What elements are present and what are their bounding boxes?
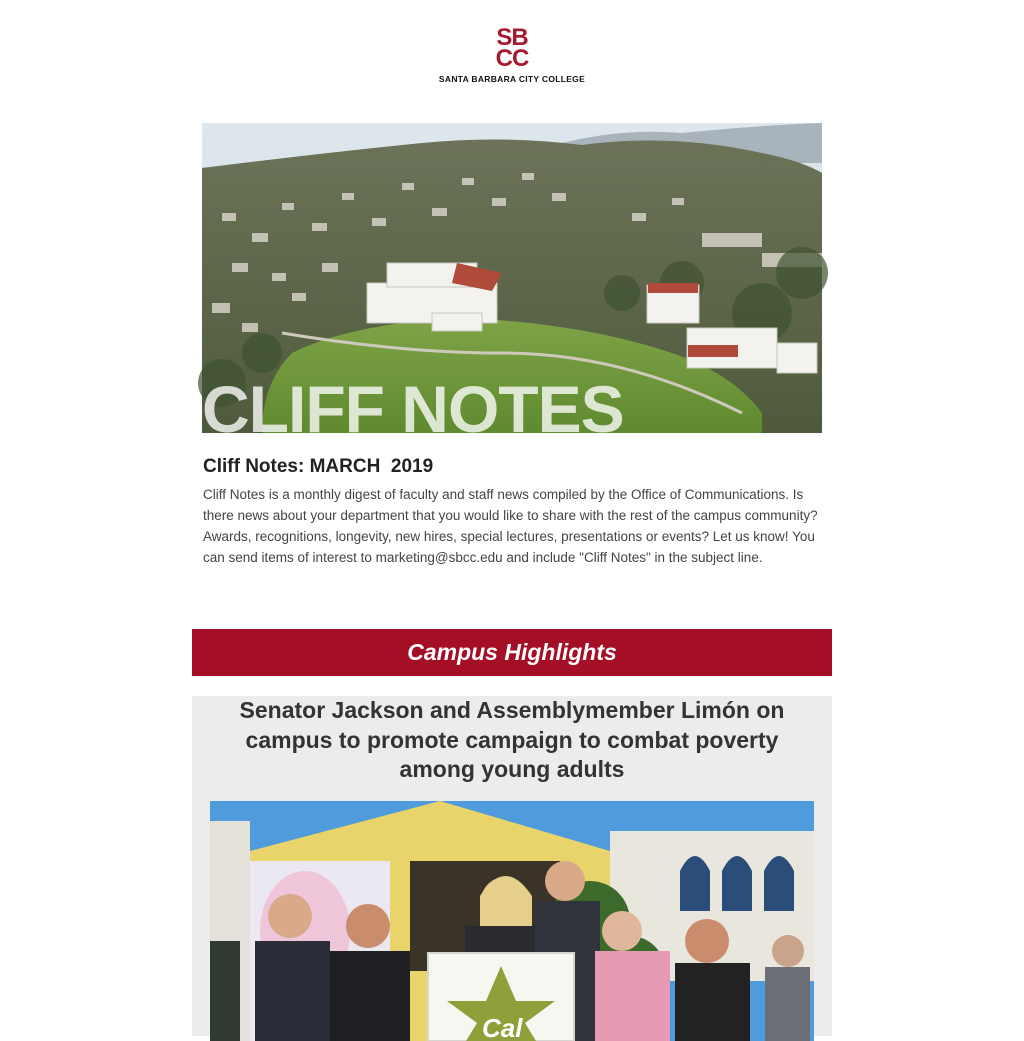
section-banner xyxy=(192,629,832,676)
intro-paragraph: Cliff Notes is a monthly digest of faculty and staff news compiled by the Office of Communications. Is there news about your department that you would like to share with the rest of the campus community? Awards, recognitions, longevity, new hires, special lectures, presentations or events? Let us know! You can send items of interest to marketing@sbcc.edu and include "Cliff Notes" in the subject line. xyxy=(203,487,818,565)
logo-mark xyxy=(432,24,592,72)
logo-line-1: SB xyxy=(496,24,528,51)
issue-heading: Cliff Notes: MARCH 2019 xyxy=(203,456,434,477)
hero-image xyxy=(202,123,822,446)
logo-subtitle: SANTA BARBARA CITY COLLEGE xyxy=(438,74,586,84)
group-photo-illustration xyxy=(210,801,814,1041)
logo-line-2: CC xyxy=(495,45,529,72)
sbcc-logo[interactable] xyxy=(432,24,592,88)
article-photo[interactable] xyxy=(210,801,814,1041)
hero-overlay-title: CLIFF NOTES xyxy=(202,372,624,446)
article-title[interactable]: Senator Jackson and Assemblymember Limón on campus to promote campaign to combat poverty among young adults xyxy=(239,697,785,782)
article-card xyxy=(192,696,832,1041)
sign-text: Cal xyxy=(482,1013,523,1041)
intro-section xyxy=(203,456,823,568)
section-title: Campus Highlights xyxy=(407,639,617,665)
